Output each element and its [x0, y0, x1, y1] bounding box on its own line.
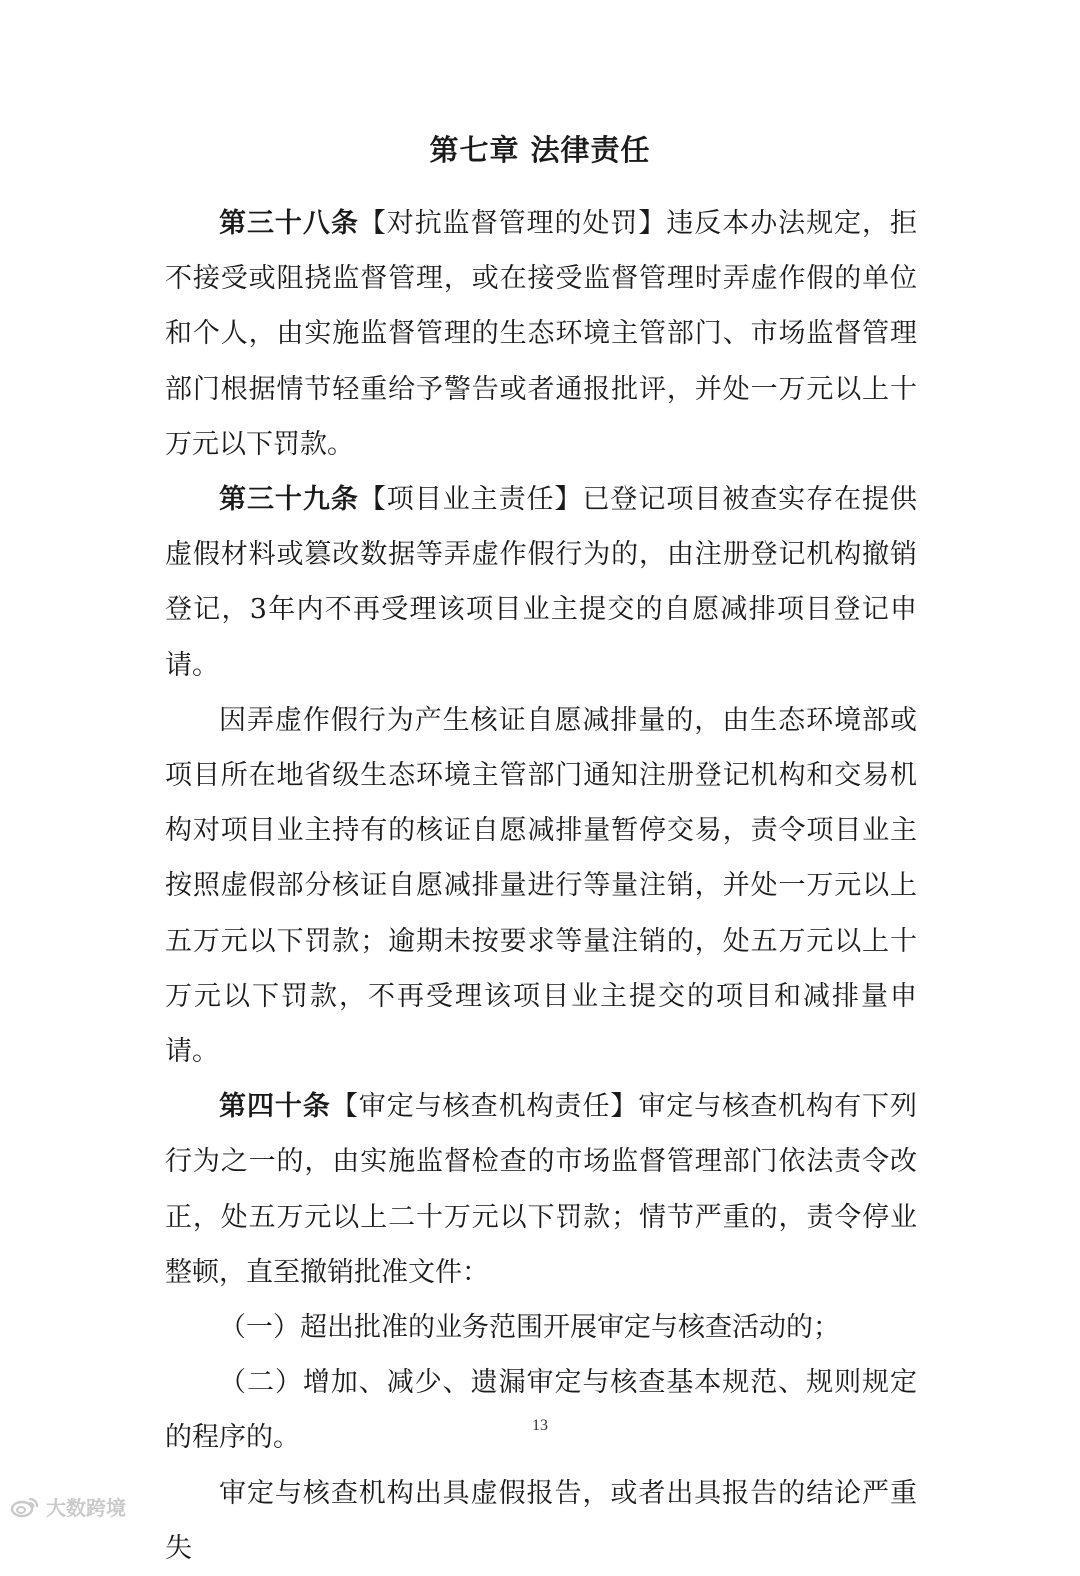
- list-item-2: [165, 1355, 917, 1465]
- paragraph-article-39: [165, 472, 917, 693]
- watermark-text: 大数跨境: [46, 1496, 126, 1520]
- article-number: 第三十九条: [219, 484, 359, 516]
- weibo-icon: [10, 1496, 40, 1518]
- chapter-title: 第七章 法律责任: [429, 133, 651, 167]
- paragraph-article-40-continued: [165, 1466, 917, 1576]
- article-text: 违反本办法规定，拒不接受或阻挠监督管理，或在接受监督管理时弄虚作假的单位和个人，由实施监督管理的生态环境主管部门、市场监督管理部门根据情节轻重给予警告或者通报批评，并处一万元以上十万元以下罚款。: [165, 208, 918, 460]
- paragraph-article-40: [165, 1079, 917, 1300]
- article-heading: 【审定与核查机构责任】: [330, 1091, 639, 1123]
- article-text: 审定与核查机构有下列行为之一的，由实施监督检查的市场监督管理部门依法责令改正，处五万元以上二十万元以下罚款；情节严重的，责令停业整顿，直至撤销批准文件：: [165, 1091, 918, 1288]
- list-item-text: （二）增加、减少、遗漏审定与核查基本规范、规则规定的程序的。: [165, 1367, 917, 1454]
- article-heading: 【对抗监督管理的处罚】: [358, 208, 667, 239]
- article-heading: 【项目业主责任】: [358, 484, 583, 516]
- list-item-text: （一）超出批准的业务范围开展审定与核查活动的；: [219, 1312, 840, 1344]
- paragraph-article-39-continued: [165, 693, 917, 1079]
- watermark: [10, 1492, 126, 1521]
- article-text: 已登记项目被查实存在提供虚假材料或篡改数据等弄虚作假行为的，由注册登记机构撤销登记，3年内不再受理该项目业主提交的自愿减排项目登记申请。: [165, 484, 918, 681]
- list-item-1: [165, 1300, 917, 1355]
- paragraph-text: 审定与核查机构出具虚假报告，或者出具报告的结论严重失: [165, 1477, 917, 1564]
- article-number: 第四十条: [219, 1091, 331, 1123]
- page-number: 13: [532, 1417, 548, 1434]
- paragraph-article-38: [165, 196, 917, 472]
- paragraph-text: 因弄虚作假行为产生核证自愿减排量的，由生态环境部或项目所在地省级生态环境主管部门通知注册登记机构和交易机构对项目业主持有的核证自愿减排量暂停交易，责令项目业主按照虚假部分核证自愿减排量进行等量注销，并处一万元以上五万元以下罚款；逾期未按要求等量注销的，处五万元以上十万元以下罚款，不再受理该项目业主提交的项目和减排量申请。: [165, 704, 917, 1068]
- article-number: 第三十八条: [219, 208, 359, 239]
- document-body: [165, 196, 917, 1576]
